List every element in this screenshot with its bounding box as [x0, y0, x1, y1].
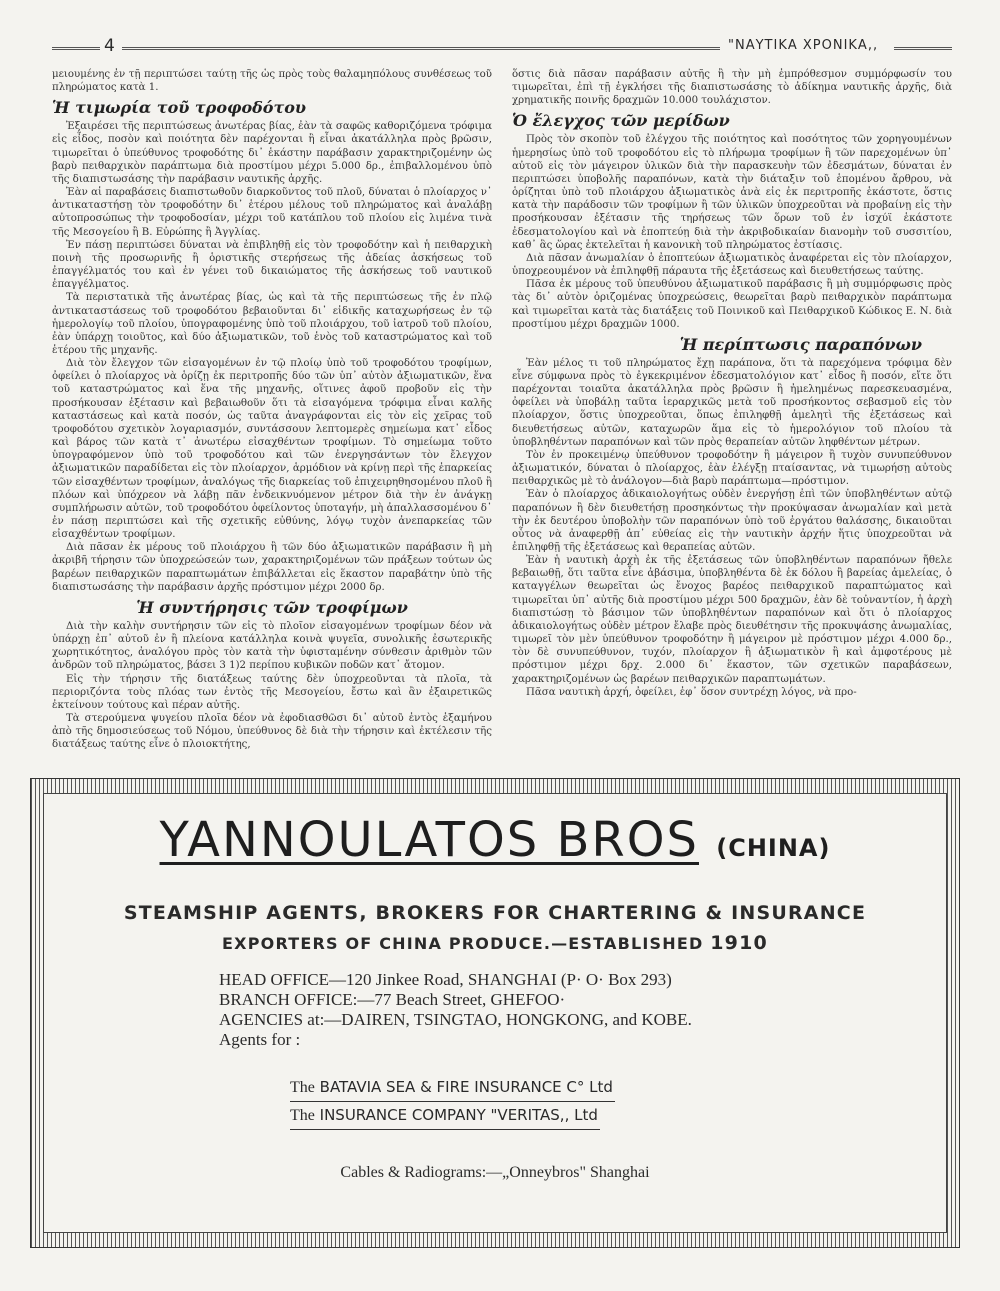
- paragraph: Πρὸς τὸν σκοπὸν τοῦ ἐλέγχου τῆς ποιότητος καὶ ποσότητος τῶν χορηγουμένων ἡμερησίως ὑπὸ τοῦ τροφοδότου εἰς τὸ πλήρωμα τροφίμων ἢ τῶν παρεχομένων ὑπ᾽ αὐτοῦ εἰς τὸν μάγειρον ὑλικῶν διὰ τὴν παρασκευὴν τῶν ἐδεσμάτων, δύναται ἐν περιπτώσει ὑποβολῆς παραπόνων, κατὰ τὴν διάταξιν τοῦ ἑπομένου ἄρθρου, νὰ ὁρίζηται ὑπὸ τοῦ πλοιάρχου ἀξιωματικὸς ἀνὰ εἰς ἐκ περιτροπῆς ἑκάστοτε, ὅστις κατὰ τὴν παράδοσιν τῶν τροφίμων ἢ τῶν ὑλικῶν ὑποχρεοῦται νὰ προβαίνῃ εἰς τὴν προσήκουσαν ἐξέτασιν τῆς τηρήσεως τῶν ὅρων τοῦ ἐν ἰσχύϊ ἑκάστοτε ἐδεσματολογίου καὶ νὰ ἐποπτεύῃ διὰ τὴν ἀκριβοδικαίαν διανομὴν τοῦ συσσιτίου, καθ᾽ ἃς ὥρας ἐκτελεῖται ἡ κανονικὴ τοῦ πληρώματος ἑστίασις.: [512, 134, 952, 251]
- company-name: [44, 812, 946, 868]
- section-heading: Ἡ τιμωρία τοῦ τροφοδότου: [52, 98, 307, 118]
- advertisement-panel: [43, 793, 947, 1233]
- insurer-underlined: [290, 1074, 615, 1102]
- insurer-row: [290, 1102, 617, 1130]
- paragraph: Διὰ τὸν ἔλεγχον τῶν εἰσαγομένων ἐν τῷ πλοίῳ ὑπὸ τοῦ τροφοδότου τροφίμων, ὀφείλει ὁ πλοίαρχος νὰ ὁρίζῃ ἐκ περιτροπῆς δύο τῶν ὑπ᾽ αὐτὸν ἀξιωματικῶν, ἕνα τοῦ καταστρώματος καὶ ἕνα τῆς μηχανῆς, οἵτινες ἀφοῦ προβοῦν εἰς τὴν προσήκουσαν ἐξέτασιν καὶ βεβαιωθοῦν ὅτι τὰ εἰσαγόμενα τρόφιμα εἶναι καλῆς καταστάσεως καὶ κατὰ ποσόν, ὡς ταῦτα ἀναγράφονται εἰς τὸν εἰς χεῖρας τοῦ τροφοδότου σχετικὸν λογαριασμόν, συντάσσουν λεπτομερὲς σημείωμα κατ᾽ εἶδος καὶ βάρος τῶν κατὰ τ᾽ ἀνωτέρω εἰσαχθέντων τροφίμων. Τὸ σημείωμα τοῦτο ὑπογραφόμενον ὑπὸ τοῦ τροφοδότου καὶ τῶν ἐνεργησάντων τὸν ἔλεγχον ἀξιωματικῶν παραδίδεται εἰς τὸν πλοίαρχον, ἁρμόδιον νὰ κρίνῃ περὶ τῆς ἐπαρκείας τῶν εἰσαχθέντων τροφίμων, ἀναλόγως τῆς διαρκείας τοῦ ἐπιχειρηθησομένου πλοῦ ἢ πλόων καὶ ὑπόχρεον νὰ λάβῃ πᾶν ἐνδεικνυόμενον μέτρον διὰ τὴν ἐν ἀνάγκῃ συμπλήρωσιν αὐτῶν, τοῦ τροφοδότου ὀφείλοντος ὑποταγήν, μὴ ἀπαλλασσομένου δ᾽ ἐν πάσῃ περιπτώσει καὶ τῆς σχετικῆς εὐθύνης, λόγῳ τυχὸν ἀνεπαρκείας τῶν εἰσαχθέντων τροφίμων.: [52, 358, 492, 541]
- paragraph: ὅστις διὰ πᾶσαν παράβασιν αὐτῆς ἢ τὴν μὴ ἐμπρόθεσμον συμμόρφωσίν του τιμωρεῖται, ἐπὶ τῇ ἐγκλήσει τῆς διαπιστωσάσης τὸ ἀδίκημα ναυτικῆς ἀρχῆς, διὰ χρηματικῆς ποινῆς δραχμῶν 10.000 τουλάχιστον.: [512, 69, 952, 107]
- advertisement: [30, 778, 960, 1248]
- insurer-row: [290, 1074, 617, 1102]
- insurer-name: INSURANCE COMPANY "VERITAS,, Ltd: [319, 1106, 598, 1124]
- page-number: 4: [100, 36, 119, 56]
- paragraph: Τὰ στερούμενα ψυγείου πλοῖα δέον νὰ ἐφοδιασθῶσι δι᾽ αὐτοῦ ἐντὸς ἑξαμήνου ἀπὸ τῆς δημοσιεύσεως τοῦ Νόμου, ὑπεύθυνος δὲ διὰ τὴν τήρησιν καὶ ἐκτέλεσιν τῆς διατάξεως ταύτης εἶνε ὁ πλοιοκτήτης,: [52, 713, 492, 751]
- insurer-article: The: [290, 1079, 315, 1096]
- paragraph: Πᾶσα ἐκ μέρους τοῦ ὑπευθύνου ἀξιωματικοῦ παράβασις ἢ μὴ συμμόρφωσις πρὸς τὰς δι᾽ αὐτὸν ὁριζομένας ὑποχρεώσεις, θεωρεῖται βαρὺ πειθαρχικὸν παράπτωμα καὶ τιμωρεῖται κατὰ τὰς διατάξεις τοῦ Ποινικοῦ καὶ Πειθαρχικοῦ Κώδικος Ε. Ν. διὰ προστίμου μέχρι δραχμῶν 1000.: [512, 279, 952, 330]
- paragraph: μειουμένης ἐν τῇ περιπτώσει ταύτῃ τῆς ὡς πρὸς τοὺς θαλαμηπόλους συνθέσεως τοῦ πληρώματος κατὰ 1.: [52, 69, 492, 94]
- company-suffix: (CHINA): [716, 834, 831, 862]
- section-heading: Ὁ ἔλεγχος τῶν μερίδων: [512, 111, 730, 131]
- paragraph: Τὸν ἐν προκειμένῳ ὑπεύθυνον τροφοδότην ἢ μάγειρον ἢ τυχὸν συνυπεύθυνον ἀξιωματικόν, δύναται ὁ πλοίαρχος, ἐὰν ἐλέγξῃ πταίσαντας, νὰ τιμωρήσῃ αὐτοὺς πειθαρχικῶς μὲ τὸ ἀνάλογον—διὰ βαρὺ παράπτωμα—πρόστιμον.: [512, 449, 952, 488]
- insurer-article: The: [290, 1107, 315, 1124]
- paragraph: Ἐὰν ὁ πλοίαρχος ἀδικαιολογήτως οὐδὲν ἐνεργήσῃ ἐπὶ τῶν ὑποβληθέντων αὐτῷ παραπόνων ἢ δὲν διευθετήσῃ προσηκόντως τὴν προκύψασαν ἀνωμαλίαν καὶ μετὰ τὴν ἐκ δευτέρου ὑποβολὴν τῶν παραπόνων ὑπὸ τοῦ ἐργάτου θαλάσσης, δικαιοῦται οὗτος νὰ ἀναφερθῇ ἀπ᾽ εὐθείας εἰς τὴν ναυτικὴν ἀρχήν ἥτις ὑποχρεοῦται νὰ ἐπιληφθῇ τῆς ἐξετάσεως καὶ θεραπείας αὐτῶν.: [512, 489, 952, 553]
- head-office: HEAD OFFICE—120 Jinkee Road, SHANGHAI (P· O· Box 293): [219, 970, 672, 989]
- agents-for-label: Agents for :: [219, 1030, 301, 1049]
- paragraph: Διὰ τὴν καλὴν συντήρησιν τῶν εἰς τὸ πλοῖον εἰσαγομένων τροφίμων δέον νὰ ὑπάρχῃ ἐπ᾽ αὐτοῦ ἐν ἢ πλείονα κατάλληλα κοινὰ ψυγεῖα, συνολικῆς ἐσωτερικῆς χωρητικότητος, ἀναλόγου πρὸς τὸν κατὰ τὴν ὑφισταμένην σύνθεσιν ἀριθμὸν τῶν ἀνδρῶν τοῦ πληρώματος, βάσει 3 1)2 περίπου κυβικῶν ποδῶν κατ᾽ ἄτομον.: [52, 620, 492, 672]
- agencies: AGENCIES at:—DAIREN, TSINGTAO, HONGKONG, and KOBE.: [219, 1010, 692, 1029]
- paragraph: Πᾶσα ναυτικὴ ἀρχή, ὀφείλει, ἐφ᾽ ὅσον συντρέχῃ λόγος, νὰ προ-: [526, 686, 857, 698]
- paragraph: Διὰ πᾶσαν ἀνωμαλίαν ὁ ἐποπτεύων ἀξιωματικὸς ἀναφέρεται εἰς τὸν πλοίαρχον, ὑποχρεουμένον νὰ ἐπιληφθῇ πάραυτα τῆς ἐξετάσεως καὶ διευθετήσεως ταύτης.: [512, 252, 952, 278]
- header-rule-right: [894, 47, 952, 50]
- paragraph: Ἐν πάσῃ περιπτώσει δύναται νὰ ἐπιβληθῇ εἰς τὸν τροφοδότην καὶ ἡ πειθαρχικὴ ποινὴ τῆς προσωρινῆς ἢ ὁριστικῆς στερήσεως τῆς ἀδείας ἀσκήσεως τοῦ ἐπαγγέλματός του καὶ ἐν γένει τοῦ δικαιώματος τῆς ἀσκήσεως τοῦ ναυτικοῦ ἐπαγγέλματος.: [52, 239, 492, 291]
- services-line: STEAMSHIP AGENTS, BROKERS FOR CHARTERING & INSURANCE: [123, 902, 867, 924]
- paragraph: Ἐὰν ἡ ναυτικὴ ἀρχὴ ἐκ τῆς ἐξετάσεως τῶν ὑποβληθέντων παραπόνων ἤθελε βεβαιωθῇ, ὅτι ταῦτα εἶνε ἀβάσιμα, ὑποβληθέντα δὲ ἐκ δόλου ἢ βαρείας ἀμελείας, ὁ καταγγέλων θεωρεῖται ὡς ἔνοχος βαρέος πειθαρχικοῦ παραπτώματος καὶ τιμωρεῖται ὑπ᾽ αὐτῆς διὰ προστίμου μέχρι 500 δραχμῶν, ἐὰν δὲ τοὐναντίον, ἡ ἀρχὴ διαπιστώσῃ τὸ βάσιμον τῶν ὑποβληθέντων παραπόνων καὶ ὅτι ὁ πλοίαρχος ἀδικαιολογήτως οὐδὲν μέτρον ἔλαβε πρὸς διευθέτησιν τῆς προκυψάσης ἀνωμαλίας, τιμωρεῖ τὸν μὲν ὑπεύθυνον τροφοδότην ἢ μάγειρον μὲ πρόστιμον μέχρι 4.000 δρ., τὸν δὲ συνυπεύθυνον, τυχόν, πλοίαρχον ἢ ἀξιωματικὸν ἢ καὶ ἀμφοτέρους μὲ πρόστιμον μέχρι δρχ. 2.000 δι᾽ ἕκαστον, τῶν σχετικῶν παραβάσεων, χαρακτηριζομένων ὡς βαρέων πειθαρχικῶν παραπτωμάτων.: [512, 555, 952, 685]
- paragraph: Ἐὰν αἱ παραβάσεις διαπιστωθοῦν διαρκοῦντος τοῦ πλοῦ, δύναται ὁ πλοίαρχος ν᾽ ἀντικαταστήσῃ τὸν τροφοδότην δι᾽ ἑτέρου μέλους τοῦ πληρώματος καὶ ἀναλάβῃ αὐτοπροσώπως τὴν τροφοδοσίαν, μέχρι τοῦ κατάπλου τοῦ πλοίου εἰς λιμένα τινὰ τῆς Μεσογείου ἢ Β. Εὐρώπης ἢ Ἀγγλίας.: [52, 187, 492, 238]
- office-addresses: [219, 970, 692, 1050]
- paragraph: Εἰς τὴν τήρησιν τῆς διατάξεως ταύτης δὲν ὑποχρεοῦνται τὰ πλοῖα, τὰ περιοριζόντα τοὺς πλόας των ἐντὸς τῆς Μεσογείου, ἔστω καὶ ἂν ἐξαιρετικῶς ἐκτείνουν τούτους καὶ πέραν αὐτῆς.: [52, 673, 492, 711]
- right-column: [512, 68, 952, 699]
- paragraph: Τὰ περιστατικὰ τῆς ἀνωτέρας βίας, ὡς καὶ τὰ τῆς περιπτώσεως τῆς ἐν πλῷ ἀντικαταστάσεως τοῦ τροφοδότου βεβαιοῦνται δι᾽ εἰδικῆς καταχωρήσεως ἐν τῷ ἡμερολογίῳ τοῦ πλοίου, ὑπογραφομένης ὑπὸ τοῦ πλοιάρχου, τοῦ ἰατροῦ τοῦ πλοίου, ἐὰν ὑπάρχῃ τοιοῦτος, καὶ δύο ἀξιωματικῶν, τοῦ ἑνὸς τοῦ καταστρώματος καὶ τοῦ ἑτέρου τῆς μηχανῆς.: [52, 292, 492, 356]
- section-heading: Ἡ συντήρησις τῶν τροφίμων: [136, 597, 408, 617]
- exporters-text: EXPORTERS OF CHINA PRODUCE.—ESTABLISHED: [222, 934, 704, 953]
- header-rule-middle: [122, 47, 720, 50]
- cable-address: Cables & Radiograms:—„Onneybros" Shanghai: [340, 1164, 650, 1181]
- exporters-line: [44, 932, 946, 954]
- journal-title: "ΝΑΥΤΙΚΑ ΧΡΟΝΙΚΑ,,: [724, 38, 882, 53]
- header-rule-left: [52, 47, 104, 50]
- left-column: [52, 68, 492, 752]
- insurer-name: BATAVIA SEA & FIRE INSURANCE C° Ltd: [319, 1078, 613, 1096]
- established-year: 1910: [710, 932, 768, 954]
- section-heading: Ἡ περίπτωσις παραπόνων: [679, 334, 922, 354]
- paragraph: Ἐὰν μέλος τι τοῦ πληρώματος ἔχῃ παράπονα, ὅτι τὰ παρεχόμενα τρόφιμα δὲν εἶνε σύμφωνα πρὸς τὸ ἐγκεκριμένον ἐδεσματολόγιον κατ᾽ εἶδος ἢ ποσόν, εἴτε ὅτι παρέχονται τοιαῦτα ἀκατάλληλα πρὸς βρῶσιν ἢ ἠμελημένως παρεσκευασμένα, ὀφείλει νὰ ὑποβάλῃ ταῦτα ἱεραρχικῶς μετὰ τοῦ προσήκοντος σεβασμοῦ εἰς τὸν πλοίαρχον, ὅστις ὑποχρεοῦται, ὅπως ἐπιληφθῇ ἀμελητὶ τῆς ἐξετάσεως καὶ διευθετήσεως αὐτῶν, καταχωρῶν ἅμα εἰς τὸ ἡμερολόγιον τοῦ πλοίου τὰ ὑποβληθέντων παραπόνων καὶ τῶν πρὸς θεραπείαν αὐτῶν ληφθέντων μέτρων.: [512, 357, 952, 448]
- company-main-name: YANNOULATOS BROS: [159, 812, 699, 868]
- insurer-underlined: [290, 1102, 600, 1130]
- page-header: [52, 36, 952, 60]
- paragraph: Διὰ πᾶσαν ἐκ μέρους τοῦ πλοιάρχου ἢ τῶν δύο ἀξιωματικῶν παράβασιν ἢ μὴ ἀκριβῆ τήρησιν τῶν ὑποχρεώσεών των, χαρακτηριζομένων τῶν πράξεων τούτων ὡς βαρέων πειθαρχικῶν παραπτωμάτων ἐπιβάλλεται εἰς ἕκαστον παραβάτην ὑπὸ τῆς διαπιστωσάσης τὴν παράβασιν ἀρχῆς πρόστιμον μέχρι 2000 δρ.: [52, 542, 492, 593]
- branch-office: BRANCH OFFICE:—77 Beach Street, GHEFOO·: [219, 990, 566, 1009]
- insurance-agencies: [290, 1074, 617, 1130]
- paragraph: Ἐξαιρέσει τῆς περιπτώσεως ἀνωτέρας βίας, ἐὰν τὰ σαφῶς καθοριζόμενα τρόφιμα εἰς εἶδος, ποσὸν καὶ ποιότητα δὲν παρέχονται ἢ εἶναι ἀκατάλληλα πρὸς βρῶσιν, τιμωρεῖται ὁ ὑπεύθυνος τροφοδότης δι᾽ ἑκάστην παράβασιν χαρακτηριζομένην ὡς βαρὺ πειθαρχικὸν παράπτωμα διὰ προστίμου μέχρι 5.000 δρ., ἐπιβαλλομένου ὑπὸ τῆς διαπιστωσάσης τὴν παράβασιν ναυτικῆς ἀρχῆς.: [52, 121, 492, 185]
